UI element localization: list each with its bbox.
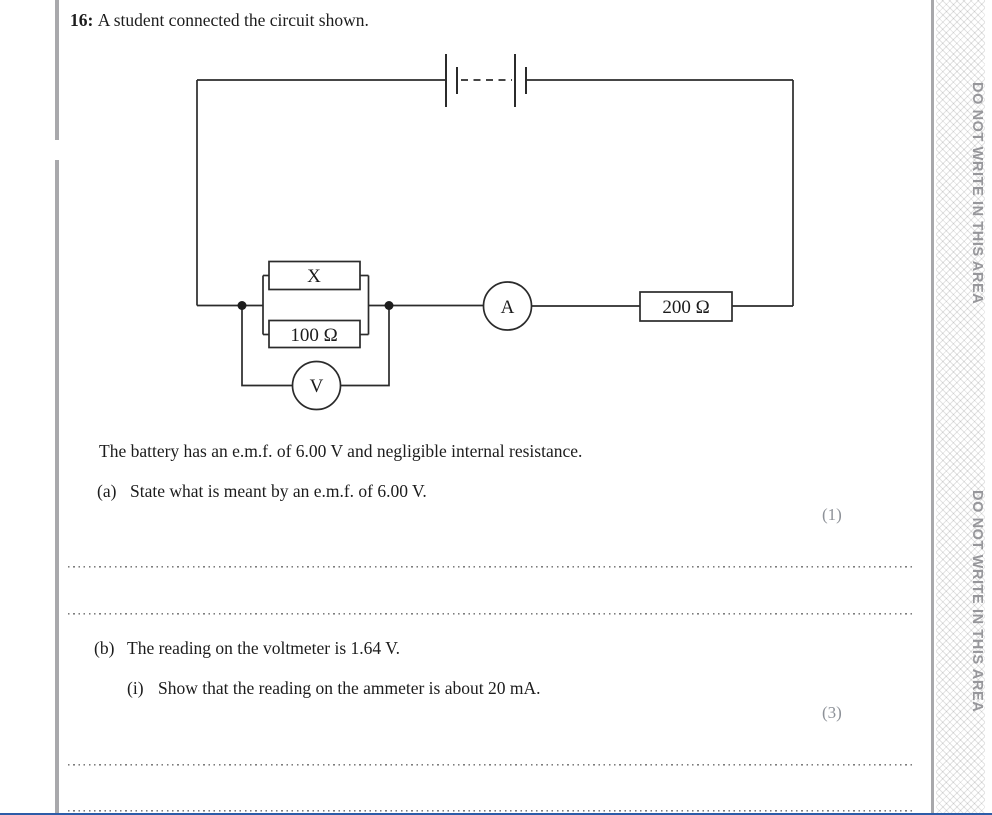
right-margin-rule <box>931 0 934 815</box>
resistor-x-label: X <box>307 266 321 287</box>
question-title-text: A student connected the circuit shown. <box>97 10 369 30</box>
junction-node-right <box>385 301 394 310</box>
part-a-marks: (1) <box>822 505 842 524</box>
part-b-text: The reading on the voltmeter is 1.64 V. <box>127 638 400 658</box>
resistor-200-label: 200 Ω <box>662 297 710 318</box>
resistor-100-label: 100 Ω <box>290 325 338 346</box>
do-not-write-text-bottom: DO NOT WRITE IN THIS AREA <box>969 489 985 713</box>
wire-voltmeter-left <box>242 306 293 386</box>
do-not-write-text-top: DO NOT WRITE IN THIS AREA <box>969 81 985 305</box>
junction-node-left <box>238 301 247 310</box>
part-b-i-marks: (3) <box>822 703 842 722</box>
part-a-text: State what is meant by an e.m.f. of 6.00 V. <box>130 481 427 501</box>
answer-line <box>68 613 915 615</box>
part-b-i-text: Show that the reading on the ammeter is about 20 mA. <box>158 678 541 698</box>
part-b-i-label: (i) <box>127 678 144 698</box>
part-a-label: (a) <box>97 481 117 501</box>
part-b-label: (b) <box>94 638 115 658</box>
voltmeter-label: V <box>309 376 324 397</box>
ammeter-label: A <box>500 297 515 318</box>
intro-text: The battery has an e.m.f. of 6.00 V and negligible internal resistance. <box>99 441 583 461</box>
wire-voltmeter-right <box>341 306 390 386</box>
answer-line <box>68 764 915 766</box>
answer-line <box>68 566 915 568</box>
answer-line <box>68 810 915 812</box>
question-number: 16: <box>70 10 94 30</box>
